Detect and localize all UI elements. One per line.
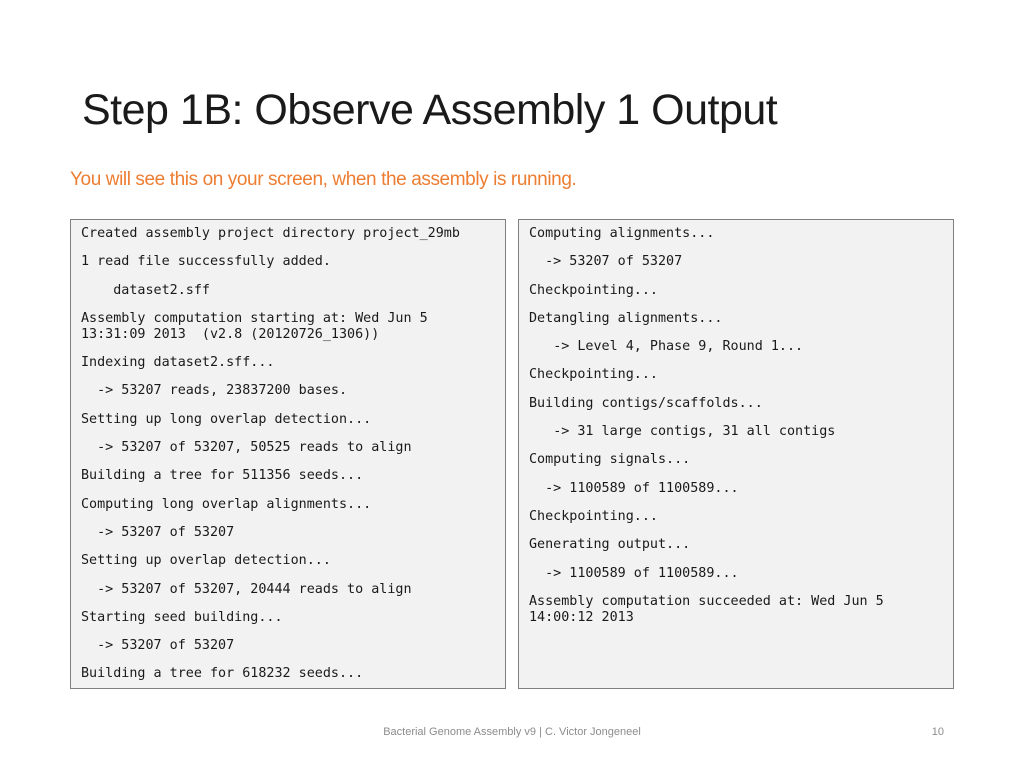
page-number: 10 bbox=[931, 726, 944, 738]
output-line: dataset2.sff bbox=[81, 282, 210, 298]
output-line: Computing signals... bbox=[529, 452, 691, 468]
output-line: -> 1100589 of 1100589... bbox=[529, 565, 739, 581]
output-line: 1 read file successfully added. bbox=[81, 254, 331, 270]
output-line: Assembly computation starting at: Wed Jun 5 13:31:09 2013 (v2.8 (20120726_1306)) bbox=[81, 310, 436, 342]
output-line: -> 53207 of 53207 bbox=[81, 524, 235, 540]
output-line: Created assembly project directory project_29mb bbox=[81, 226, 460, 241]
output-line: -> Level 4, Phase 9, Round 1... bbox=[529, 339, 804, 355]
output-line: Generating output... bbox=[529, 537, 691, 553]
output-line: Detangling alignments... bbox=[529, 310, 723, 326]
output-line: Indexing dataset2.sff... bbox=[81, 355, 275, 371]
output-line: Setting up long overlap detection... bbox=[81, 411, 372, 427]
output-line: Computing long overlap alignments... bbox=[81, 496, 372, 512]
output-line: Checkpointing... bbox=[529, 367, 658, 383]
output-line: Building a tree for 511356 seeds... bbox=[81, 468, 364, 484]
output-line: Starting seed building... bbox=[81, 609, 283, 625]
output-line: -> 53207 reads, 23837200 bases. bbox=[81, 383, 348, 399]
terminal-output-right bbox=[518, 219, 954, 689]
slide-footer: Bacterial Genome Assembly v9 | C. Victor Jongeneel bbox=[383, 726, 641, 738]
output-line: -> 53207 of 53207 bbox=[81, 638, 235, 654]
output-line: Checkpointing... bbox=[529, 282, 658, 298]
output-line: Setting up overlap detection... bbox=[81, 553, 331, 569]
slide-subtitle: You will see this on your screen, when the assembly is running. bbox=[70, 169, 577, 190]
output-line: Computing alignments... bbox=[529, 226, 715, 241]
output-line: -> 31 large contigs, 31 all contigs bbox=[529, 424, 836, 440]
output-line: Checkpointing... bbox=[529, 508, 658, 524]
output-line: -> 1100589 of 1100589... bbox=[529, 480, 739, 496]
output-line: Building contigs/scaffolds... bbox=[529, 395, 763, 411]
output-line: Assembly computation succeeded at: Wed Jun 5 14:00:12 2013 bbox=[529, 593, 892, 625]
output-line: -> 53207 of 53207, 50525 reads to align bbox=[81, 440, 412, 456]
terminal-output-left bbox=[70, 219, 506, 689]
output-line: -> 53207 of 53207, 20444 reads to align bbox=[81, 581, 412, 597]
slide-title: Step 1B: Observe Assembly 1 Output bbox=[82, 86, 778, 134]
output-line: Building a tree for 618232 seeds... bbox=[81, 666, 364, 682]
output-line: -> 53207 of 53207 bbox=[529, 254, 683, 270]
